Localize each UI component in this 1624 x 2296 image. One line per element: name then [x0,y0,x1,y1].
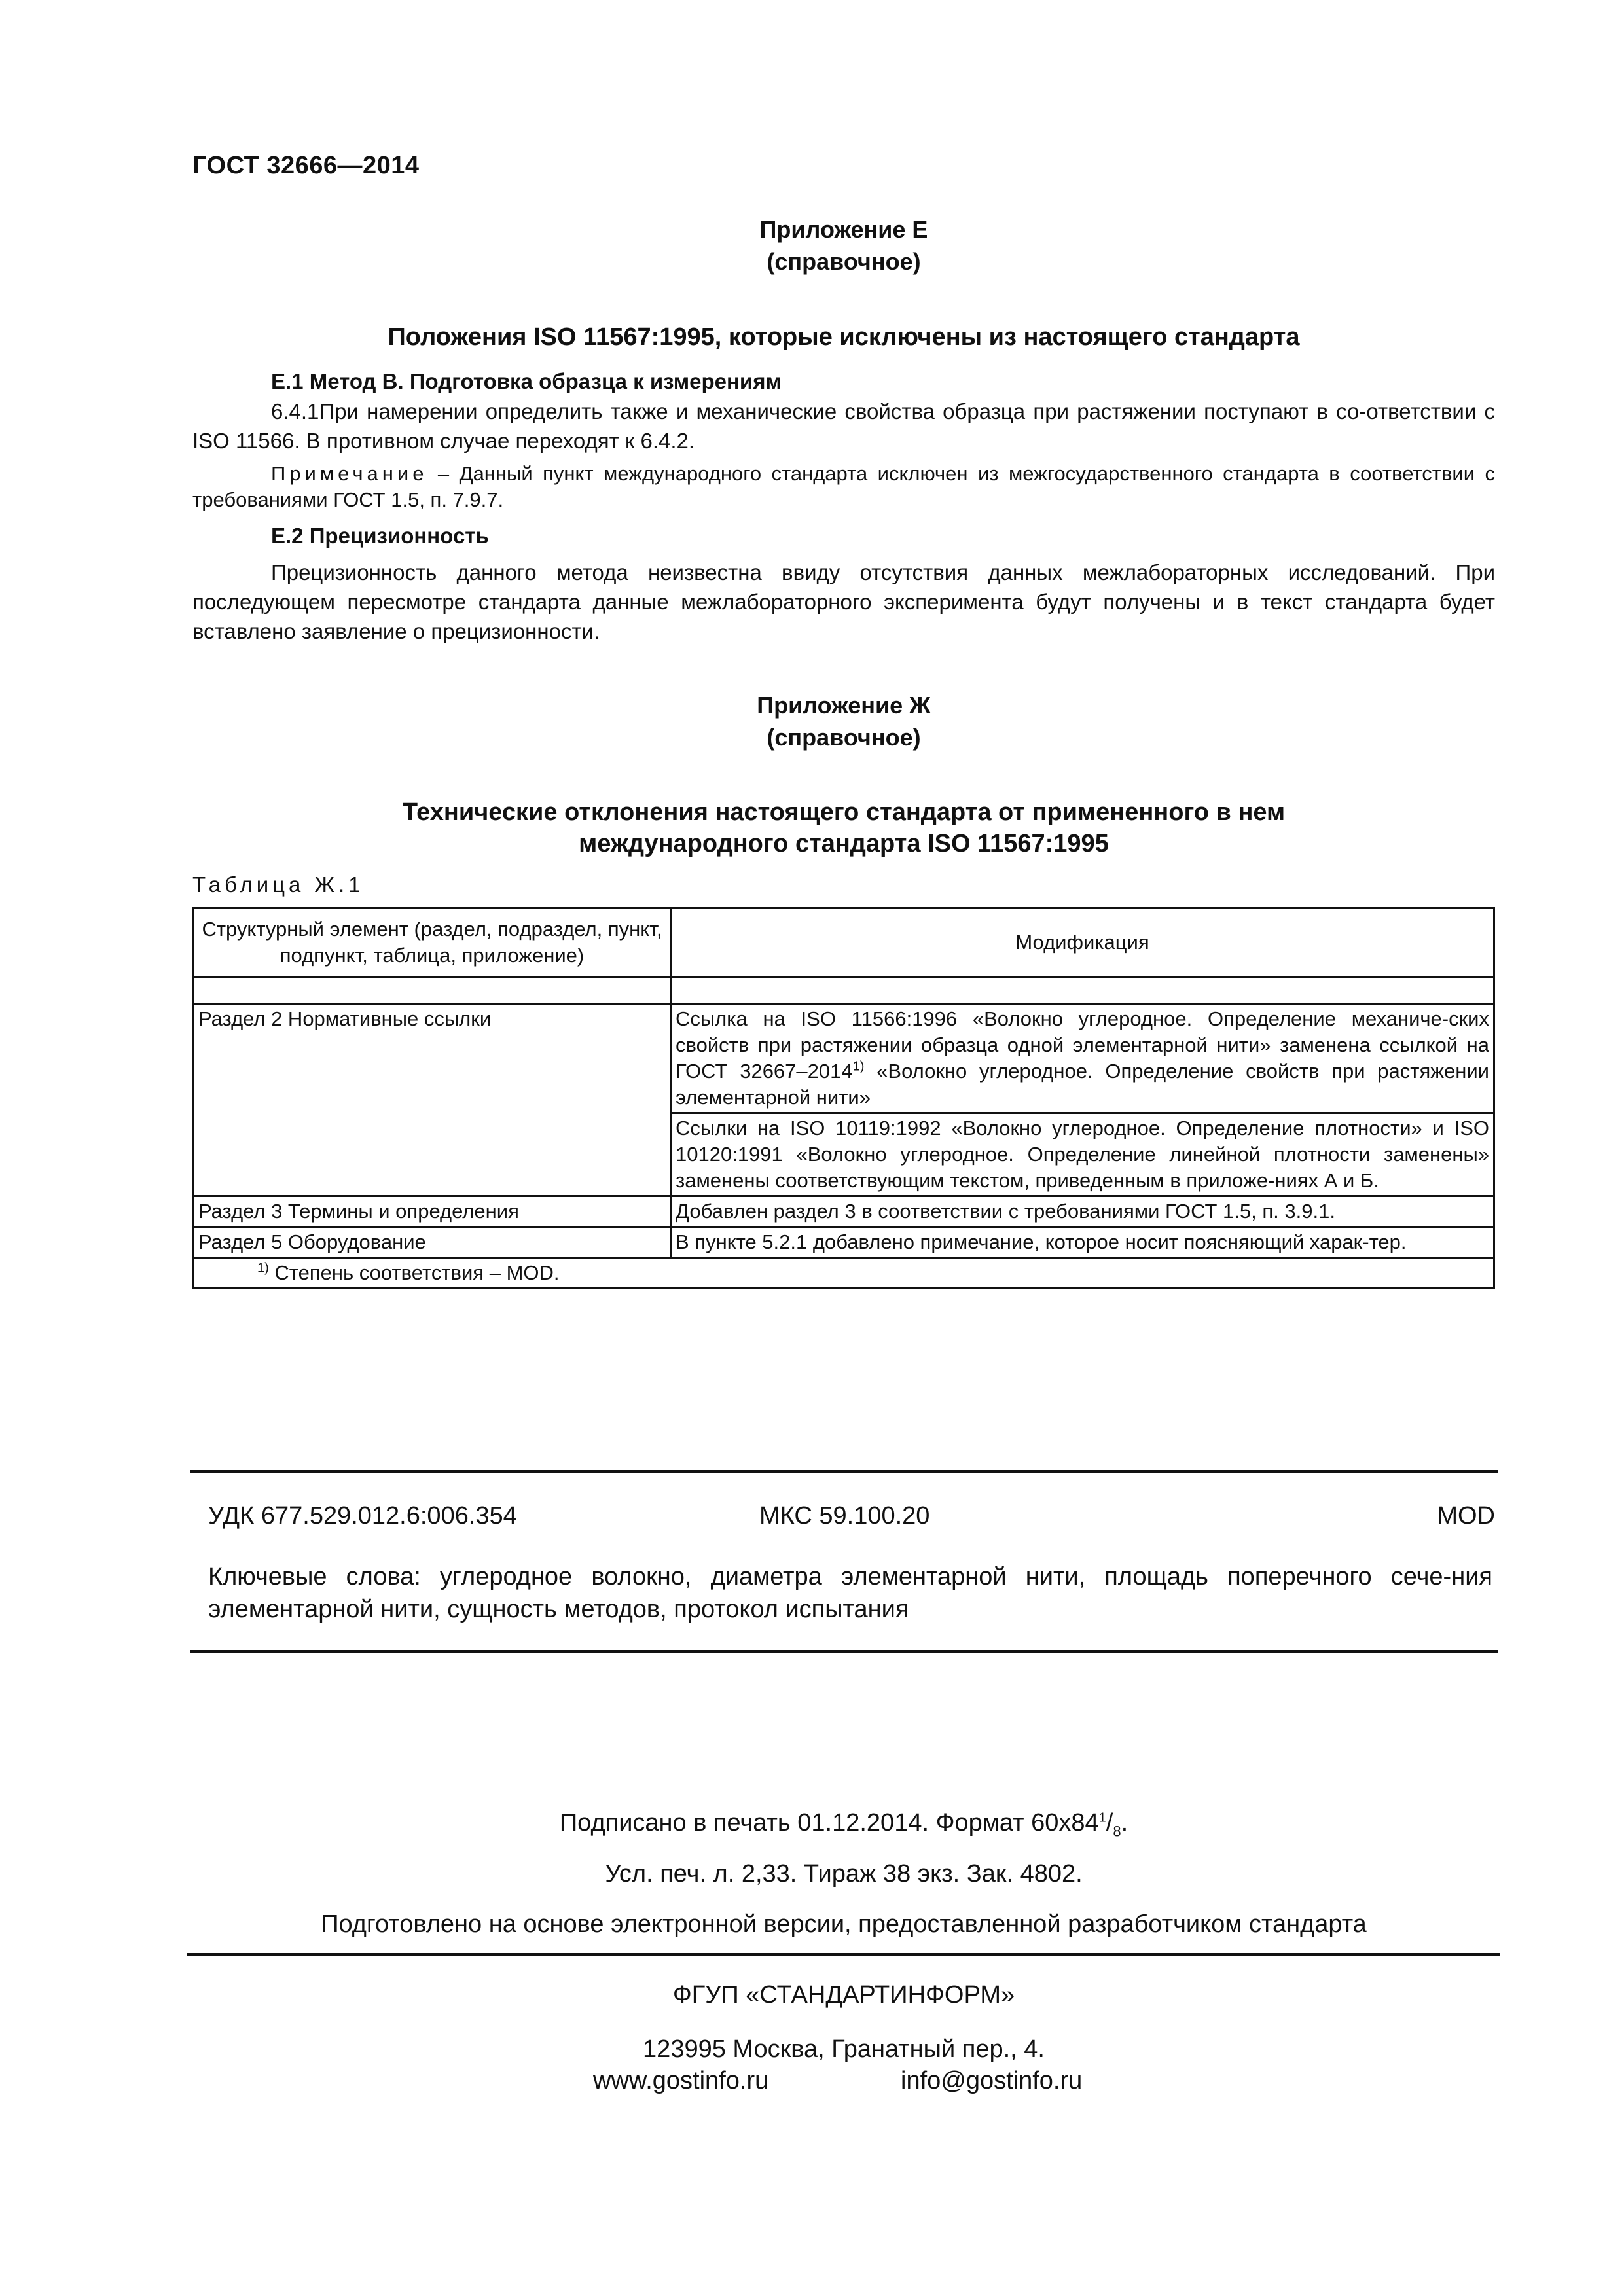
format-slash: / [1106,1809,1113,1837]
table-cell [194,977,671,1004]
format-numerator: 1 [1098,1810,1106,1825]
publisher-name: ФГУП «СТАНДАРТИНФОРМ» [672,1981,1015,2009]
signed-text: Подписано в печать 01.12.2014. Формат 60х84 [559,1809,1099,1837]
udk-code: УДК 677.529.012.6:006.354 [208,1502,517,1530]
divider-line [190,1650,1498,1653]
signed-end: . [1121,1809,1128,1837]
annex-e-title: Приложение Е [759,216,928,243]
annex-zh-heading-line1: Технические отклонения настоящего стандарта от примененного в нем [402,798,1286,826]
publisher-address: 123995 Москва, Гранатный пер., 4. [643,2036,1045,2063]
e1-title: Е.1 Метод В. Подготовка образца к измерениям [271,369,782,393]
divider-line [187,1953,1500,1956]
website-link[interactable]: www.gostinfo.ru [593,2067,769,2094]
prepared-note: Подготовлено на основе электронной версии, предоставленной разработчиком стандарта [321,1910,1367,1938]
mks-code: МКС 59.100.20 [759,1502,930,1530]
table-footnote [194,1258,1494,1289]
table-cell: В пункте 5.2.1 добавлено примечание, которое носит поясняющий харак-тер. [671,1227,1494,1258]
e2-title: Е.2 Прецизионность [271,524,489,548]
footnote-mark: 1) [257,1261,269,1276]
table-cell: Добавлен раздел 3 в соответствии с требованиями ГОСТ 1.5, п. 3.9.1. [671,1196,1494,1227]
table-cell: Раздел 5 Оборудование [194,1227,671,1258]
mod-label: MOD [1437,1502,1495,1530]
note-label: Примечание [271,462,428,485]
table-header-row [194,908,1494,977]
table-cell: Раздел 2 Нормативные ссылки [194,1004,671,1196]
annex-e-heading: Положения ISO 11567:1995, которые исключены из настоящего стандарта [388,323,1300,351]
print-info: Усл. печ. л. 2,33. Тираж 38 экз. Зак. 4802. [605,1860,1083,1888]
divider-line [190,1470,1498,1473]
email-link[interactable]: info@gostinfo.ru [901,2067,1083,2094]
table-row [194,1196,1494,1227]
table-cell: Ссылки на ISO 10119:1992 «Волокно углеродное. Определение плотности» и ISO 10120:1991 «Волокно углеродное. Определение линейной плотности заменены» заменены соответствующим текстом, приведенным в приложе-ниях А и Б. [671,1113,1494,1196]
deviations-table [192,907,1495,1289]
annex-zh-type: (справочное) [767,724,921,751]
annex-zh-title: Приложение Ж [757,692,931,719]
table-header-structural-element: Структурный элемент (раздел, подраздел, пункт, подпункт, таблица, приложение) [194,908,671,977]
footnote-text: Степень соответствия – MOD. [268,1261,560,1284]
table-cell: Раздел 3 Термины и определения [194,1196,671,1227]
table-cell [671,977,1494,1004]
annex-zh-heading-line2: международного стандарта ISO 11567:1995 [579,830,1109,857]
e2-text: Прецизионность данного метода неизвестна ввиду отсутствия данных межлабораторных исследований. При последующем пересмотре стандарта данные межлабораторного эксперимента будут получены и в текст стандарта будет вставлено заявление о прецизионности. [192,560,1495,643]
footnote-reference: 1) [852,1059,865,1074]
annex-e-type: (справочное) [767,248,921,275]
table-header-modification: Модификация [671,908,1494,977]
cell-text: «Волокно углеродное. Определение свойств при растяжении элементарной нити» [676,1060,1489,1109]
e1-text: 6.4.1При намерении определить также и механические свойства образца при растяжении поступают в со-ответствии с ISO 11566. В противном случае переходят к 6.4.2. [192,399,1495,453]
table-caption: Таблица Ж.1 [192,872,365,897]
standard-code: ГОСТ 32666—2014 [192,152,420,179]
signed-to-print [192,1809,1495,1840]
table-row [194,1004,1494,1113]
note-paragraph [192,461,1495,513]
keywords: Ключевые слова: углеродное волокно, диаметра элементарной нити, площадь поперечного сече-ния элементарной нити, сущность методов, протокол испытания [208,1563,1492,1623]
format-denominator: 8 [1113,1823,1121,1840]
table-row [194,1227,1494,1258]
table-cell [671,1004,1494,1113]
table-footnote-row [194,1258,1494,1289]
note-text: – Данный пункт международного стандарта исключен из межгосударственного стандарта в соответствии с требованиями ГОСТ 1.5, п. 7.9.7. [192,462,1495,511]
cell-text: Ссылка на ISO 11566:1996 «Волокно углеродное. Определение механиче-ских свойств при растяжении образца одной элементарной нити» заменена ссылкой на ГОСТ 32667–2014 [676,1007,1489,1083]
table-row [194,977,1494,1004]
